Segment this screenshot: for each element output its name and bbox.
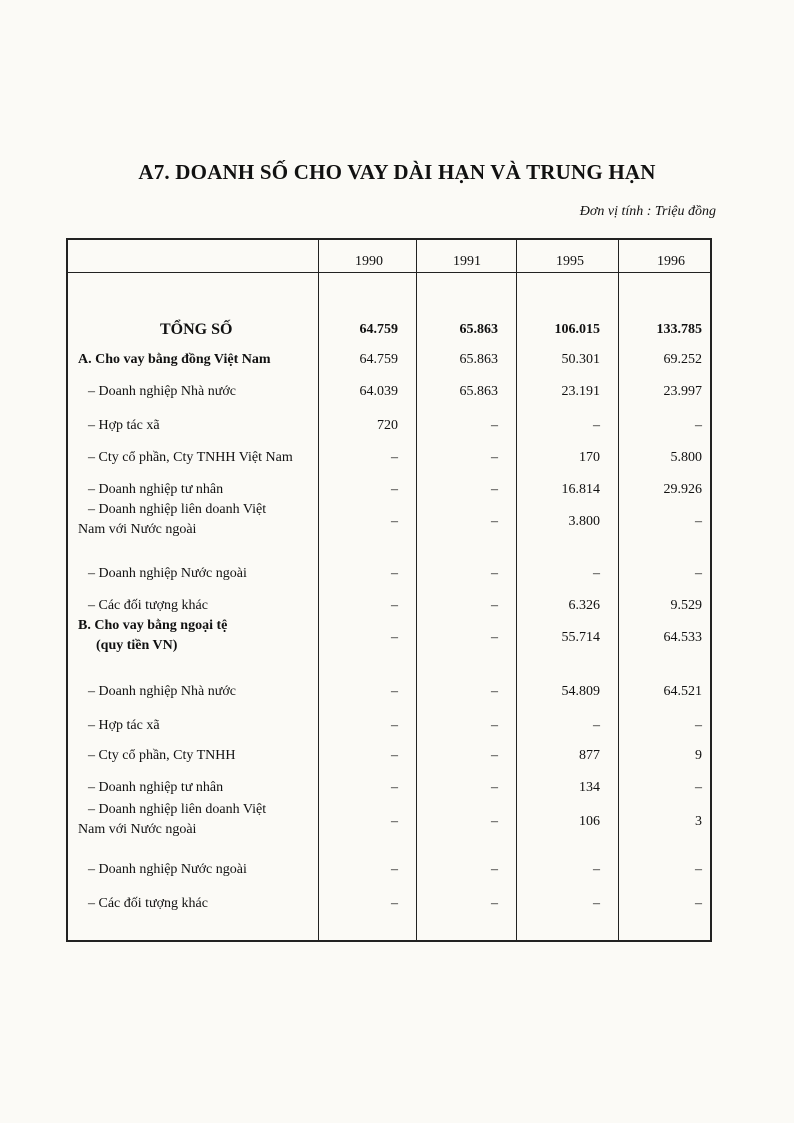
table-cell-1996: – bbox=[695, 718, 702, 733]
table-cell-1995: 106 bbox=[579, 814, 600, 829]
table-cell-1995: 54.809 bbox=[561, 684, 600, 699]
table-cell-1996: 3 bbox=[695, 814, 702, 829]
table-cell-1996: – bbox=[695, 418, 702, 433]
table-cell-1996: 9 bbox=[695, 748, 702, 763]
table-cell-1996: 29.926 bbox=[663, 482, 702, 497]
table-cell-1990: – bbox=[391, 450, 398, 465]
row-label bbox=[88, 716, 160, 736]
table-cell-1991: – bbox=[491, 684, 498, 699]
column-divider bbox=[618, 240, 619, 940]
table-cell-1990: – bbox=[391, 718, 398, 733]
year-header-1990: 1990 bbox=[355, 254, 383, 269]
table-cell-1995: 170 bbox=[579, 450, 600, 465]
table-cell-1995: 877 bbox=[579, 748, 600, 763]
row-label-line: – Doanh nghiệp Nhà nước bbox=[88, 384, 236, 399]
row-label bbox=[88, 596, 208, 616]
table-cell-1995: – bbox=[593, 418, 600, 433]
row-label-line-2: Nam với Nước ngoài bbox=[78, 822, 197, 837]
row-label bbox=[88, 860, 247, 880]
table-cell-1991: – bbox=[491, 748, 498, 763]
row-label bbox=[88, 448, 293, 468]
row-label-line: B. Cho vay bằng ngoại tệ bbox=[78, 618, 228, 633]
table-cell-1990: 64.039 bbox=[359, 384, 398, 399]
table-cell-1996: 23.997 bbox=[663, 384, 702, 399]
row-label-line: – Các đối tượng khác bbox=[88, 598, 208, 613]
row-label bbox=[88, 746, 236, 766]
table-cell-1995: 6.326 bbox=[568, 598, 600, 613]
table-cell-1991: – bbox=[491, 718, 498, 733]
row-label bbox=[78, 616, 227, 656]
table-cell-1990: 720 bbox=[377, 418, 398, 433]
row-label-line: – Cty cổ phần, Cty TNHH bbox=[88, 748, 236, 763]
table-cell-1996: 64.521 bbox=[663, 684, 702, 699]
table-cell-1996: 64.533 bbox=[663, 630, 702, 645]
table-cell-1995: – bbox=[593, 566, 600, 581]
table-cell-1991: – bbox=[491, 862, 498, 877]
table-cell-1995: 23.191 bbox=[561, 384, 600, 399]
table-cell-1990: – bbox=[391, 482, 398, 497]
table-cell-1991: – bbox=[491, 896, 498, 911]
row-label-line: – Doanh nghiệp Nước ngoài bbox=[88, 862, 247, 877]
data-table bbox=[66, 238, 712, 942]
table-cell-1990: – bbox=[391, 630, 398, 645]
table-cell-1991: – bbox=[491, 566, 498, 581]
table-cell-1991: 65.863 bbox=[459, 322, 498, 337]
row-label-line: – Cty cổ phần, Cty TNHH Việt Nam bbox=[88, 450, 293, 465]
table-cell-1996: 5.800 bbox=[670, 450, 702, 465]
table-cell-1991: – bbox=[491, 418, 498, 433]
row-label-line-2: Nam với Nước ngoài bbox=[78, 522, 197, 537]
row-label-line: – Hợp tác xã bbox=[88, 718, 160, 733]
table-cell-1990: – bbox=[391, 814, 398, 829]
table-cell-1996: 9.529 bbox=[670, 598, 702, 613]
table-cell-1995: – bbox=[593, 862, 600, 877]
table-cell-1995: 16.814 bbox=[561, 482, 600, 497]
table-cell-1991: – bbox=[491, 630, 498, 645]
table-cell-1990: – bbox=[391, 598, 398, 613]
page-title: A7. DOANH SỐ CHO VAY DÀI HẠN VÀ TRUNG HẠN bbox=[138, 160, 656, 184]
table-cell-1990: – bbox=[391, 514, 398, 529]
year-header-1996: 1996 bbox=[657, 254, 685, 269]
table-cell-1995: 134 bbox=[579, 780, 600, 795]
year-header-1995: 1995 bbox=[556, 254, 584, 269]
row-label bbox=[88, 382, 236, 402]
row-label bbox=[78, 500, 267, 540]
row-label-line: – Doanh nghiệp liên doanh Việt bbox=[88, 802, 267, 817]
row-label bbox=[88, 778, 223, 798]
column-divider bbox=[516, 240, 517, 940]
table-cell-1990: – bbox=[391, 748, 398, 763]
table-cell-1995: 3.800 bbox=[568, 514, 600, 529]
table-cell-1995: – bbox=[593, 896, 600, 911]
row-label-line: TỔNG SỐ bbox=[160, 321, 233, 338]
row-label-line: A. Cho vay bằng đồng Việt Nam bbox=[78, 352, 271, 367]
table-cell-1991: – bbox=[491, 598, 498, 613]
table-cell-1990: – bbox=[391, 684, 398, 699]
header-divider bbox=[68, 272, 710, 273]
table-cell-1996: – bbox=[695, 514, 702, 529]
table-cell-1990: 64.759 bbox=[359, 352, 398, 367]
row-label bbox=[78, 350, 271, 370]
row-label-line: – Các đối tượng khác bbox=[88, 896, 208, 911]
row-label-line: – Hợp tác xã bbox=[88, 418, 160, 433]
column-divider bbox=[416, 240, 417, 940]
table-cell-1995: 106.015 bbox=[554, 322, 600, 337]
table-cell-1991: 65.863 bbox=[459, 352, 498, 367]
table-cell-1990: 64.759 bbox=[359, 322, 398, 337]
table-cell-1991: – bbox=[491, 482, 498, 497]
row-label-line: – Doanh nghiệp liên doanh Việt bbox=[88, 502, 267, 517]
row-label-line: – Doanh nghiệp tư nhân bbox=[88, 482, 224, 497]
table-cell-1996: – bbox=[695, 862, 702, 877]
table-cell-1995: 50.301 bbox=[561, 352, 600, 367]
row-label bbox=[88, 894, 208, 914]
row-label-line: – Doanh nghiệp tư nhân bbox=[88, 780, 224, 795]
table-cell-1991: – bbox=[491, 780, 498, 795]
year-header-1991: 1991 bbox=[453, 254, 481, 269]
row-label-line: – Doanh nghiệp Nước ngoài bbox=[88, 566, 247, 581]
table-cell-1991: 65.863 bbox=[459, 384, 498, 399]
table-cell-1996: 133.785 bbox=[656, 322, 702, 337]
table-cell-1996: – bbox=[695, 896, 702, 911]
table-cell-1990: – bbox=[391, 566, 398, 581]
row-label bbox=[78, 800, 267, 840]
unit-note: Đơn vị tính : Triệu đồng bbox=[579, 204, 716, 219]
table-cell-1991: – bbox=[491, 514, 498, 529]
table-cell-1991: – bbox=[491, 450, 498, 465]
table-cell-1990: – bbox=[391, 862, 398, 877]
table-cell-1990: – bbox=[391, 780, 398, 795]
row-label bbox=[88, 416, 160, 436]
row-label bbox=[160, 320, 232, 340]
table-cell-1990: – bbox=[391, 896, 398, 911]
table-cell-1996: – bbox=[695, 566, 702, 581]
column-divider bbox=[318, 240, 319, 940]
table-cell-1996: – bbox=[695, 780, 702, 795]
row-label-line: – Doanh nghiệp Nhà nước bbox=[88, 684, 236, 699]
table-cell-1995: 55.714 bbox=[561, 630, 600, 645]
table-cell-1991: – bbox=[491, 814, 498, 829]
table-cell-1996: 69.252 bbox=[663, 352, 702, 367]
row-label bbox=[88, 480, 223, 500]
row-label-line-2: (quy tiền VN) bbox=[96, 638, 178, 653]
table-cell-1995: – bbox=[593, 718, 600, 733]
row-label bbox=[88, 564, 247, 584]
row-label bbox=[88, 682, 236, 702]
